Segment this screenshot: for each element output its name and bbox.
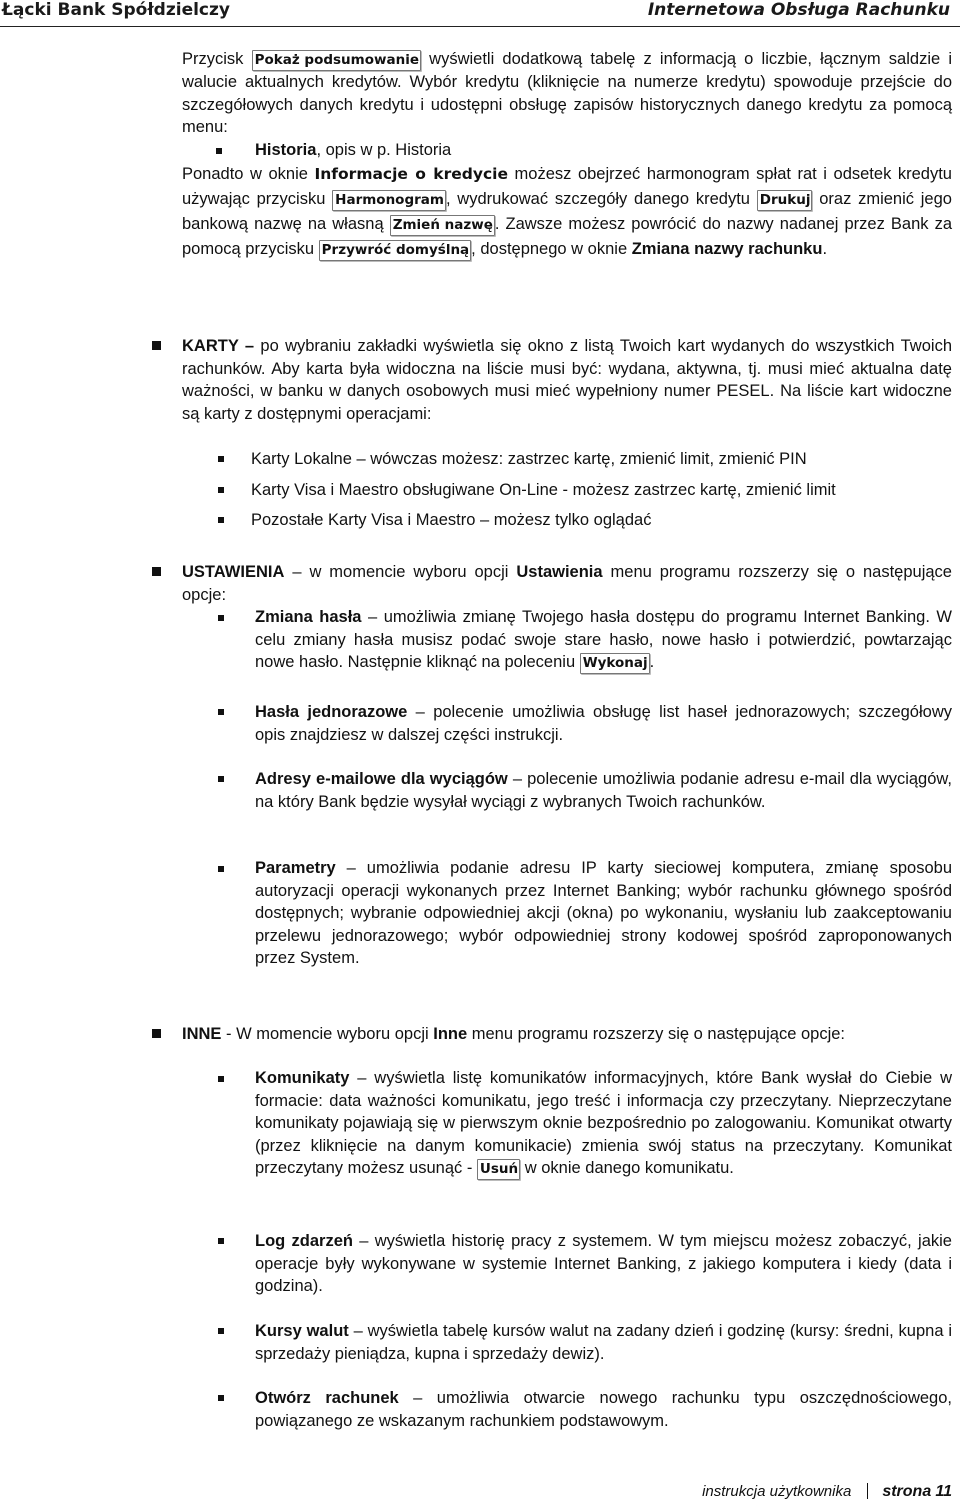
log-zdarzen-item: Log zdarzeń – wyświetla historię pracy z systemem. W tym miejscu możesz zobaczyć, jakie operacje były wykonywane w systemie Internet Banking, z jakiego komputera i kiedy (data i godzina).	[255, 1232, 952, 1295]
page-label: strona	[882, 1483, 932, 1500]
parametry-item: Parametry – umożliwia podanie adresu IP karty sieciowej komputera, zmianę sposobu autoryzacji operacji wykonanych przez Internet Banking; wybór rachunku głównego spośród dostępnych; wybranie odpowiedniej akcji (okna) po wykonaniu, wysłaniu lub zaakceptowaniu przelewu jednorazowego; wybór odpowiedniej strony kodowej spośród zaproponowanych przez System.	[255, 859, 952, 967]
page-header	[0, 0, 960, 27]
przywroc-domyslna-button[interactable]: Przywróć domyślną	[319, 240, 472, 261]
adresy-email-item: Adresy e-mailowe dla wyciągów – polecenie umożliwia podanie adresu e-mail dla wyciągów, na który Bank będzie wysyłał wyciągi z wybranych Twoich rachunków.	[255, 770, 953, 811]
karty-section: KARTY – po wybraniu zakładki wyświetla się okno z listą Twoich kart wydanych do wszystkich Twoich rachunków. Aby karta była widoczna na liście musi być: wydana, aktywna, tj. musi mieć aktualna datę ważności, w banku w danych osobowych musi mieć wypełniony numer PESEL. Na liście kart widoczne są karty z dostępnymi operacjami:	[182, 337, 952, 423]
karty-item: Karty Lokalne – wówczas możesz: zastrzec kartę, zmienić limit, zmienić PIN	[251, 450, 807, 468]
section-bullet-icon	[152, 341, 161, 350]
bullet-icon	[216, 148, 222, 154]
bank-name: Łącki Bank Spółdzielczy	[2, 0, 230, 20]
kredyty-menu-item-historia: Historia, opis w p. Historia	[255, 141, 452, 159]
section-bullet-icon	[152, 567, 161, 576]
bullet-icon	[218, 776, 224, 782]
bullet-icon	[218, 1395, 224, 1401]
bullet-icon	[218, 709, 224, 715]
bullet-icon	[218, 866, 224, 872]
pokaz-podsumowanie-button[interactable]: Pokaż podsumowanie	[252, 50, 421, 71]
wykonaj-button[interactable]: Wykonaj	[580, 653, 650, 674]
kursy-walut-item: Kursy walut – wyświetla tabelę kursów walut na zadany dzień i godzinę (kursy: średni, kupna i sprzedaży pieniądza, kupna i sprzedaży dewiz).	[255, 1322, 952, 1363]
komunikaty-item: Komunikaty – wyświetla listę komunikatów informacyjnych, które Bank wysłał do Ciebie w formacie: data ważności komunikatu, jego treść i informacja czy przeczytany. Nieprzeczytane komunikaty pojawiają się w pierwszym oknie bezpośrednio po zalogowaniu. Komunikat otwarty (przez kliknięcie na danym komunikacie) zmienia swój status na przeczytany. Komunikat przeczytany możesz usunąć - Usuń w oknie danego komunikatu.	[255, 1067, 952, 1180]
otworz-rachunek-item: Otwórz rachunek – umożliwia otwarcie nowego rachunku typu oszczędnościowego, powiązanego ze wskazanym rachunkiem podstawowym.	[255, 1389, 952, 1430]
karty-item: Karty Visa i Maestro obsługiwane On-Line - możesz zastrzec kartę, zmienić limit	[251, 481, 836, 499]
document-title: Internetowa Obsługa Rachunku	[647, 0, 950, 20]
bullet-icon	[218, 615, 224, 621]
karty-title: KARTY	[182, 337, 239, 355]
drukuj-button[interactable]: Drukuj	[757, 190, 813, 211]
footer-separator	[867, 1483, 868, 1499]
usun-button[interactable]: Usuń	[477, 1159, 520, 1180]
zmien-nazwe-button[interactable]: Zmień nazwę	[390, 215, 495, 236]
inne-section: INNE - W momencie wyboru opcji Inne menu programu rozszerzy się o następujące opcje:	[182, 1025, 846, 1043]
kredyty-paragraph-1: Przycisk Pokaż podsumowanie wyświetli dodatkową tabelę z informacją o liczbie, łącznym saldzie i walucie aktualnych kredytów. Wybór kredytu (kliknięcie na numerze kredytu) spowoduje przejście do szczegółowych danych kredytu i udostępni obsługę zapisów historycznych danego kredytu za pomocą menu:	[182, 50, 952, 136]
page-footer	[702, 1483, 952, 1501]
section-bullet-icon	[152, 1029, 161, 1038]
harmonogram-button[interactable]: Harmonogram	[332, 190, 446, 211]
footer-label: instrukcja użytkownika	[702, 1483, 852, 1500]
kredyty-paragraph-2: Ponadto w oknie Informacje o kredycie możesz obejrzeć harmonogram spłat rat i odsetek kredytu używając przycisku Harmonogram , wydrukować szczegóły danego kredytu Drukuj oraz zmienić jego bankową nazwę na własną Zmień nazwę . Zawsze możesz powrócić do nazwy nadanej przez Bank za pomocą przycisku Przywróć domyślną , dostępnego w oknie Zmiana nazwy rachunku.	[182, 162, 952, 262]
bullet-icon	[218, 487, 224, 493]
bullet-icon	[218, 1076, 224, 1082]
ustawienia-title: USTAWIENIA	[182, 563, 285, 581]
bullet-icon	[218, 456, 224, 462]
bullet-icon	[218, 517, 224, 523]
karty-item: Pozostałe Karty Visa i Maestro – możesz tylko oglądać	[251, 511, 652, 529]
hasla-jednorazowe-item: Hasła jednorazowe – polecenie umożliwia obsługę list haseł jednorazowych; szczegółowy opis znajdziesz w dalszej części instrukcji.	[255, 703, 952, 744]
zmiana-hasla-item: Zmiana hasła – umożliwia zmianę Twojego hasła dostępu do programu Internet Banking. W celu zmiany hasła musisz podać swoje stare hasło, nowe hasło i potwierdzić, powtarzając nowe hasło. Następnie kliknąć na poleceniu Wykonaj .	[255, 606, 952, 674]
page-number: 11	[935, 1483, 952, 1500]
ustawienia-section: USTAWIENIA – w momencie wyboru opcji Ustawienia menu programu rozszerzy się o następujące opcje:	[182, 563, 952, 604]
inne-title: INNE	[182, 1025, 222, 1043]
bullet-icon	[218, 1328, 224, 1334]
bullet-icon	[218, 1238, 224, 1244]
